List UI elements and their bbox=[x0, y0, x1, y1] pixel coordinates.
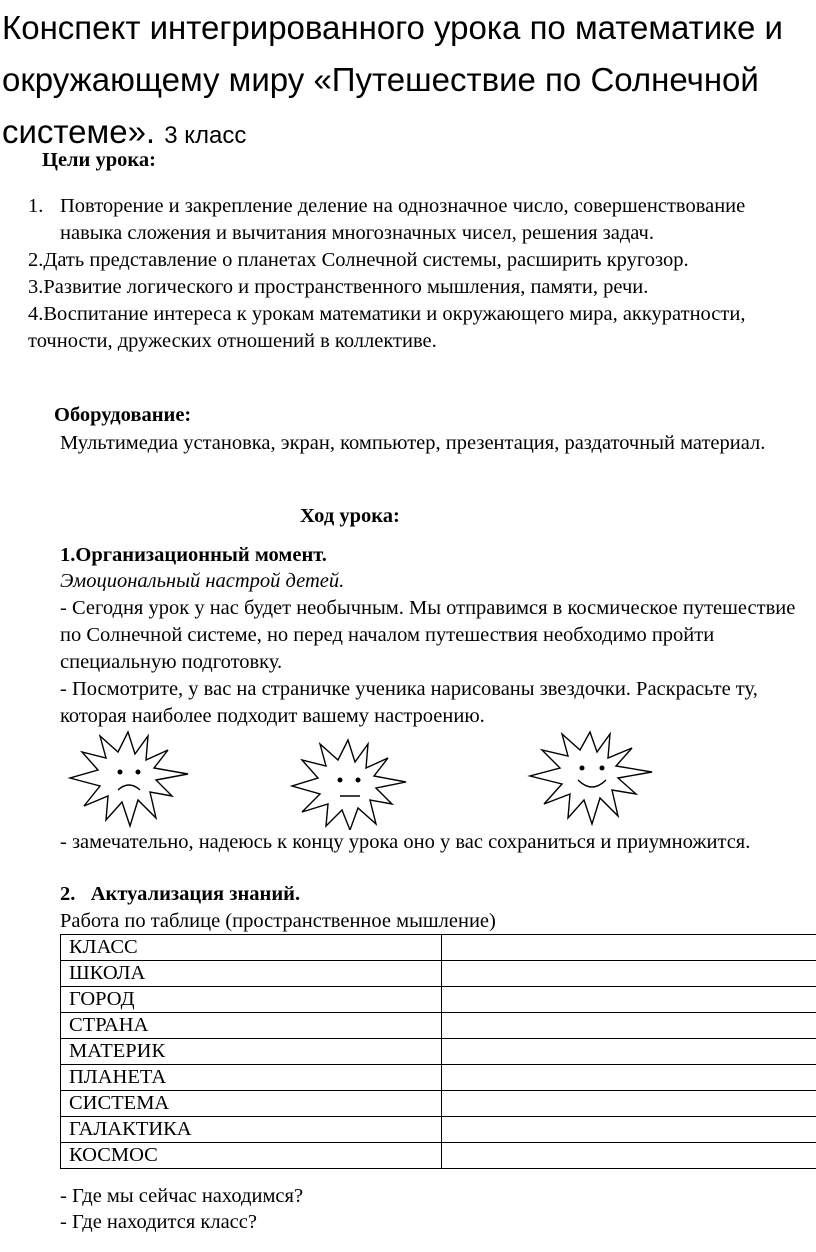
table-row-answer-cell[interactable] bbox=[442, 935, 816, 961]
goal-item-3: 3.Развитие логического и пространственного мышления, памяти, речи. bbox=[28, 276, 649, 298]
goal-item-1 bbox=[28, 193, 808, 247]
section1-subtitle: Эмоциональный настрой детей. bbox=[60, 570, 345, 592]
goal-item-4: 4.Воспитание интереса к урокам математики и окружающего мира, аккуратности, точности, дружеских отношений в коллективе. bbox=[28, 303, 746, 352]
spatial-table bbox=[60, 934, 816, 1169]
document-title bbox=[2, 2, 814, 162]
table-row-label: СИСТЕМА bbox=[61, 1091, 442, 1117]
table-row bbox=[61, 935, 816, 961]
table-row-label: ГАЛАКТИКА bbox=[61, 1117, 442, 1143]
course-heading: Ход урока: bbox=[300, 505, 400, 527]
table-row bbox=[61, 1065, 816, 1091]
table-row-answer-cell[interactable] bbox=[442, 1143, 816, 1169]
table-row bbox=[61, 1039, 816, 1065]
section2-number: 2. bbox=[60, 883, 76, 905]
title-grade: 3 класс bbox=[164, 122, 247, 149]
table-row-label: КОСМОС bbox=[61, 1143, 442, 1169]
section2-heading bbox=[60, 881, 300, 908]
neutral-star-icon[interactable] bbox=[292, 740, 406, 830]
happy-star-icon[interactable] bbox=[530, 732, 652, 824]
table-row bbox=[61, 961, 816, 987]
table-row-label: ПЛАНЕТА bbox=[61, 1065, 442, 1091]
table-row-label: ГОРОД bbox=[61, 987, 442, 1013]
table-row bbox=[61, 987, 816, 1013]
question-1: - Где мы сейчас находимся? bbox=[60, 1185, 304, 1207]
sad-star-icon[interactable] bbox=[70, 732, 188, 826]
table-row-answer-cell[interactable] bbox=[442, 1091, 816, 1117]
equipment-heading: Оборудование: bbox=[54, 404, 192, 426]
table-row-answer-cell[interactable] bbox=[442, 961, 816, 987]
table-row-label: СТРАНА bbox=[61, 1013, 442, 1039]
table-row bbox=[61, 1013, 816, 1039]
section2-title: Актуализация знаний. bbox=[90, 883, 301, 905]
section1-heading: 1.Организационный момент. bbox=[60, 544, 327, 566]
table-row-answer-cell[interactable] bbox=[442, 1013, 816, 1039]
mood-stars bbox=[0, 730, 816, 830]
section1-paragraph-2: - Посмотрите, у вас на страничке ученика нарисованы звездочки. Раскрасьте ту, которая наиболее подходит вашему настроению. bbox=[60, 678, 758, 727]
table-row-answer-cell[interactable] bbox=[442, 1065, 816, 1091]
table-row-label: МАТЕРИК bbox=[61, 1039, 442, 1065]
title-main: Конспект интегрированного урока по математике и окружающему миру «Путешествие по Солнечной системе». bbox=[2, 9, 783, 150]
table-row bbox=[61, 1091, 816, 1117]
table-row bbox=[61, 1143, 816, 1169]
equipment-text: Мультимедиа установка, экран, компьютер, презентация, раздаточный материал. bbox=[60, 432, 766, 454]
goal-item-1-text: Повторение и закрепление деление на однозначное число, совершенствование навыка сложения и вычитания многозначных чисел, решения задач. bbox=[60, 195, 746, 244]
section2-subtitle: Работа по таблице (пространственное мышление) bbox=[60, 910, 496, 932]
table-row-answer-cell[interactable] bbox=[442, 1039, 816, 1065]
question-2: - Где находится класс? bbox=[60, 1211, 257, 1233]
table-row-label: ШКОЛА bbox=[61, 961, 442, 987]
goal-item-2: 2.Дать представление о планетах Солнечной системы, расширить кругозор. bbox=[28, 249, 689, 271]
goals-list bbox=[28, 193, 808, 355]
section1-paragraph-3: - замечательно, надеюсь к концу урока оно у вас сохраниться и приумножится. bbox=[60, 831, 751, 853]
table-row-label: КЛАСС bbox=[61, 935, 442, 961]
table-row bbox=[61, 1117, 816, 1143]
section1-paragraph-1: - Сегодня урок у нас будет необычным. Мы отправимся в космическое путешествие по Солнечной системе, но перед началом путешествия необходимо пройти специальную подготовку. bbox=[60, 597, 796, 673]
goals-heading: Цели урока: bbox=[42, 149, 156, 171]
table-row-answer-cell[interactable] bbox=[442, 1117, 816, 1143]
goal-item-1-number: 1. bbox=[28, 195, 44, 217]
table-row-answer-cell[interactable] bbox=[442, 987, 816, 1013]
